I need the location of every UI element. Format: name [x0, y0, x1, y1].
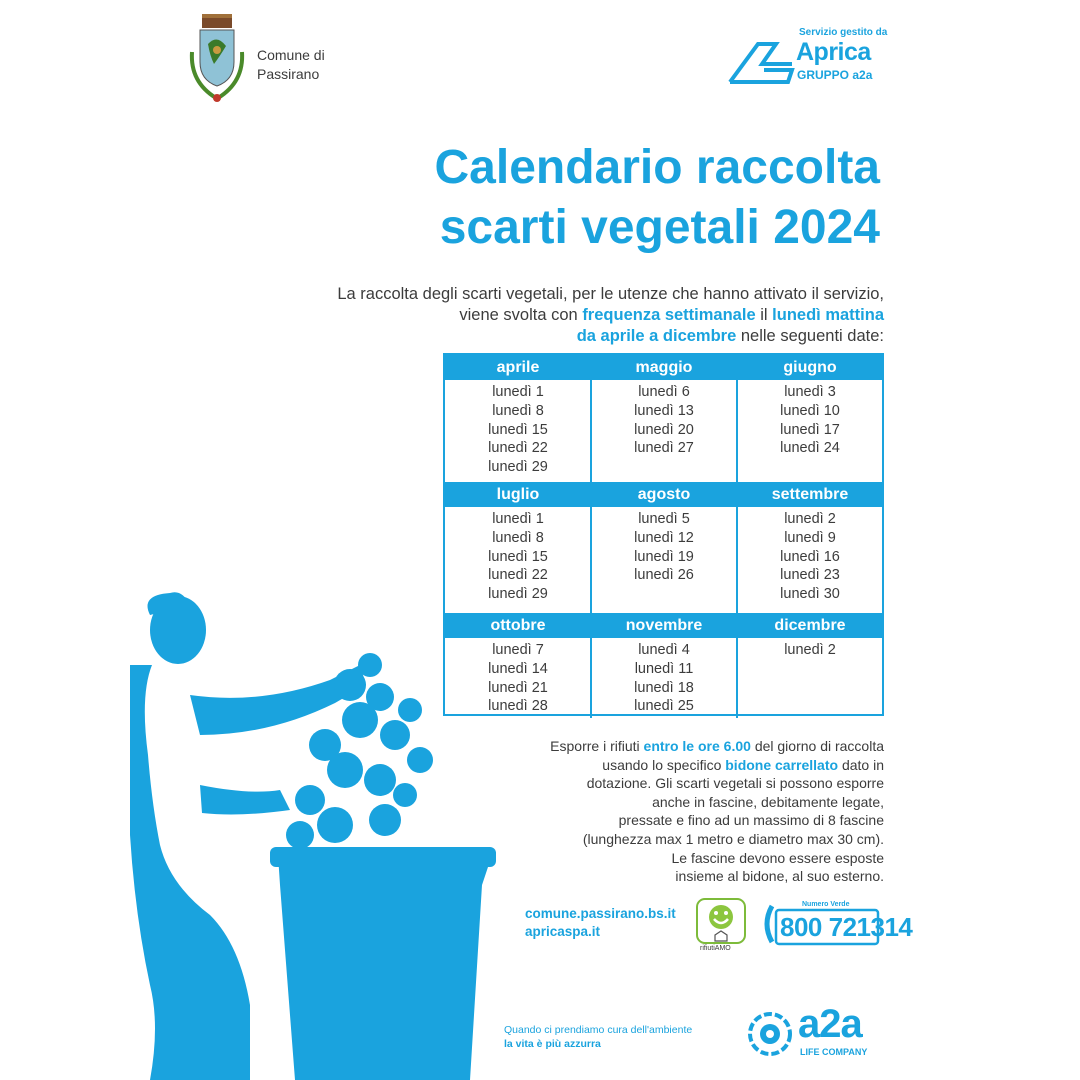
instructions-line: pressate e fino ad un massimo di 8 fascine [618, 812, 884, 829]
month-header: giugno [783, 359, 837, 376]
month-days-agosto [591, 510, 737, 585]
comune-line1: Comune di [257, 47, 325, 63]
day-entry: lunedì 14 [488, 660, 548, 677]
day-entry: lunedì 9 [784, 529, 836, 546]
page-title [435, 138, 881, 258]
instructions-line: insieme al bidone, al suo esterno. [675, 868, 884, 885]
numero-verde-number[interactable]: 800 721314 [780, 912, 913, 942]
day-entry: lunedì 11 [634, 660, 694, 677]
numero-verde-label: Numero Verde [802, 901, 850, 908]
day-entry: lunedì 22 [488, 567, 548, 584]
day-entry: lunedì 25 [634, 698, 694, 715]
month-header: agosto [637, 486, 691, 503]
day-entry: lunedì 12 [634, 529, 694, 546]
month-header: aprile [496, 359, 540, 376]
day-entry: lunedì 6 [638, 384, 690, 400]
month-days-giugno [737, 383, 883, 458]
day-entry: lunedì 20 [634, 421, 694, 438]
column-divider [590, 638, 592, 718]
a2a-globe-icon [746, 1010, 794, 1058]
month-header: dicembre [774, 617, 846, 634]
month-days-novembre [591, 641, 737, 716]
column-divider [736, 507, 738, 613]
day-entry: lunedì 15 [488, 421, 548, 438]
intro-text [184, 284, 884, 347]
day-entry: lunedì 30 [780, 586, 840, 603]
instructions-text [464, 737, 884, 886]
day-entry: lunedì 21 [488, 679, 548, 696]
instructions-line: usando lo specifico bidone carrellato dato in [602, 756, 884, 773]
day-entry: lunedì 26 [634, 567, 694, 584]
day-entry: lunedì 19 [634, 548, 694, 565]
website-link-comune[interactable]: comune.passirano.bs.it [525, 906, 676, 921]
instructions-line: (lunghezza max 1 metro e diametro max 30 cm). [582, 830, 884, 847]
calendar-header-row [445, 613, 882, 638]
day-entry: lunedì 1 [492, 511, 544, 527]
day-entry: lunedì 8 [492, 402, 544, 419]
day-entry: lunedì 13 [634, 402, 694, 419]
day-entry: lunedì 15 [488, 548, 548, 565]
day-entry: lunedì 2 [784, 642, 836, 658]
a2a-brand-tagline: LIFE COMPANY [800, 1047, 868, 1057]
day-entry: lunedì 29 [488, 586, 548, 603]
day-entry: lunedì 1 [492, 384, 544, 400]
day-entry: lunedì 8 [492, 529, 544, 546]
slogan-line2: la vita è più azzurra [504, 1038, 601, 1050]
day-entry: lunedì 16 [780, 548, 840, 565]
intro-line3: da aprile a dicembre nelle seguenti date: [576, 327, 884, 345]
woman-silhouette-illustration [130, 585, 500, 1080]
aprica-name: Aprica [796, 38, 871, 66]
a2a-brand-name: a2a [798, 1002, 862, 1046]
day-entry: lunedì 22 [488, 440, 548, 457]
title-line1: Calendario raccolta [434, 141, 880, 194]
calendar-table [443, 353, 884, 716]
instructions-line: Esporre i rifiuti entro le ore 6.00 del giorno di raccolta [550, 738, 884, 754]
rifiutiamo-label: rifiutiAMO [700, 945, 731, 952]
day-entry: lunedì 24 [780, 440, 840, 457]
month-days-aprile [445, 383, 591, 477]
day-entry: lunedì 17 [780, 421, 840, 438]
day-entry: lunedì 27 [634, 440, 694, 457]
month-days-maggio [591, 383, 737, 458]
column-divider [590, 507, 592, 613]
month-days-settembre [737, 510, 883, 604]
month-header: ottobre [490, 617, 546, 634]
instructions-line: anche in fascine, debitamente legate, [652, 793, 884, 810]
comune-line2: Passirano [257, 66, 320, 82]
month-header: luglio [496, 486, 540, 503]
day-entry: lunedì 7 [492, 642, 544, 658]
column-divider [736, 638, 738, 718]
calendar-header-row [445, 355, 882, 380]
aprica-tagline: Servizio gestito da [799, 27, 888, 38]
title-line2: scarti vegetali 2024 [439, 201, 880, 254]
day-entry: lunedì 29 [488, 459, 548, 476]
column-divider [590, 380, 592, 482]
comune-name [257, 46, 325, 84]
day-entry: lunedì 3 [784, 384, 836, 400]
month-header: novembre [625, 617, 703, 634]
intro-line1: La raccolta degli scarti vegetali, per le utenze che hanno attivato il servizio, [337, 285, 884, 303]
slogan-line1: Quando ci prendiamo cura dell'ambiente [504, 1024, 693, 1036]
day-entry: lunedì 28 [488, 698, 548, 715]
instructions-line: Le fascine devono essere esposte [671, 849, 884, 866]
calendar-header-row [445, 482, 882, 507]
month-days-dicembre [737, 641, 883, 660]
day-entry: lunedì 23 [780, 567, 840, 584]
month-header: maggio [635, 359, 693, 376]
month-header: settembre [771, 486, 849, 503]
day-entry: lunedì 4 [638, 642, 690, 658]
instructions-line: dotazione. Gli scarti vegetali si possono esporre [586, 775, 884, 792]
column-divider [736, 380, 738, 482]
intro-line2: viene svolta con frequenza settimanale il lunedì mattina [459, 306, 884, 324]
comune-crest-logo [186, 12, 248, 106]
aprica-group: GRUPPO a2a [797, 68, 873, 82]
day-entry: lunedì 5 [638, 511, 690, 527]
day-entry: lunedì 2 [784, 511, 836, 527]
day-entry: lunedì 10 [780, 402, 840, 419]
website-link-aprica[interactable]: apricaspa.it [525, 924, 601, 939]
day-entry: lunedì 18 [634, 679, 694, 696]
